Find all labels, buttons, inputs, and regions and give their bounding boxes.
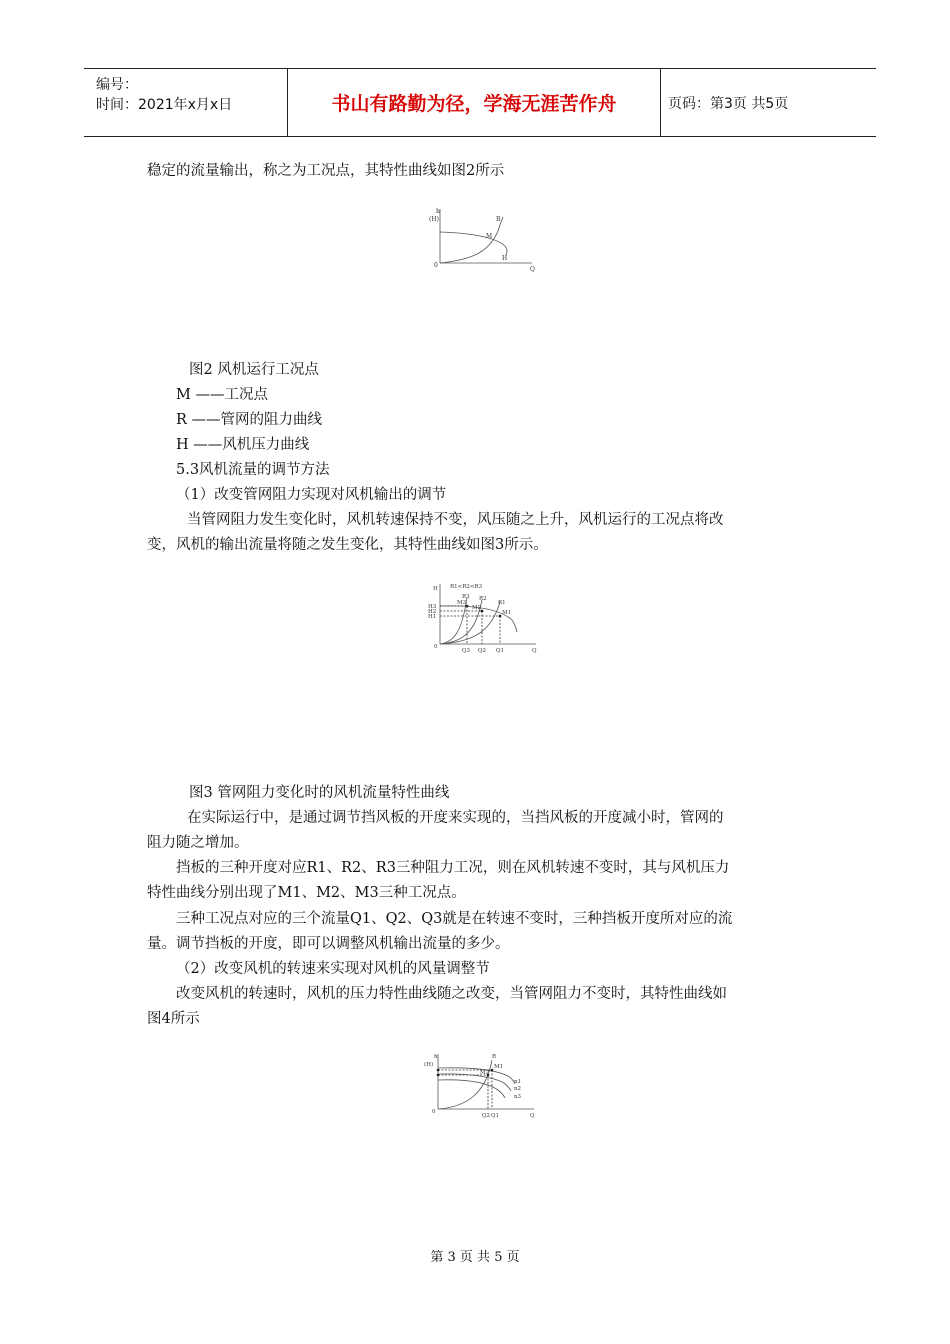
paragraph-5-line-2: 量。调节挡板的开度，即可以调整风机输出流量的多少。 xyxy=(147,936,510,952)
fig4-r-curve xyxy=(438,1060,492,1109)
fig2-m-label: M xyxy=(486,233,493,240)
fig4-x-label: Q xyxy=(530,1113,535,1119)
fig3-h1-tick: H1 xyxy=(428,614,437,620)
fig4-n2-curve xyxy=(438,1074,511,1091)
page-footer: 第 3 页 共 5 页 xyxy=(430,1250,520,1265)
fig3-x-label: Q xyxy=(532,648,537,653)
fig2-h-curve xyxy=(440,232,507,255)
paragraph-4-line-2: 特性曲线分别出现了M1、M2、M3三种工况点。 xyxy=(147,885,466,901)
paragraph-3-line-2: 阻力随之增加。 xyxy=(147,835,249,851)
paragraph-3-line-1: 在实际运行中，是通过调节挡风板的开度来实现的，当挡风板的开度减小时，管网的 xyxy=(187,810,724,826)
header-motto: 书山有路勤为径，学海无涯苦作舟 xyxy=(331,93,617,115)
fig3-r1-curve xyxy=(440,602,500,644)
fig3-h2-tick: H2 xyxy=(428,609,437,615)
fig4-r-label: R xyxy=(492,1054,497,1060)
fig2-x-label: Q xyxy=(530,266,535,273)
fig3-h3-tick: H3 xyxy=(428,604,437,610)
fig3-r2-label: R2 xyxy=(479,596,487,602)
fig4-n2-label: n2 xyxy=(514,1086,522,1092)
fig3-r3-label: R3 xyxy=(462,594,470,600)
header-date: 时间：2021年x月x日 xyxy=(96,97,233,113)
figure-4-chart xyxy=(418,1050,543,1122)
fig2-r-curve xyxy=(440,217,503,263)
fig3-title: R1<R2<R3 xyxy=(450,584,483,590)
fig4-h2-point xyxy=(437,1074,440,1077)
paragraph-5-line-1: 三种工况点对应的三个流量Q1、Q2、Q3就是在转速不变时，三种挡板开度所对应的流 xyxy=(176,911,733,927)
fig4-m1-point xyxy=(491,1069,494,1072)
legend-h: H ——风机压力曲线 xyxy=(176,437,310,453)
item-2-title: （2）改变风机的转速来实现对风机的风量调整节 xyxy=(176,961,490,977)
fig4-n3-label: n3 xyxy=(514,1094,522,1100)
fig4-h1-point xyxy=(437,1069,440,1072)
figure-2-caption: 图2 风机运行工况点 xyxy=(189,362,319,378)
legend-r: R ——管网的阻力曲线 xyxy=(176,412,323,428)
fig4-y-label: h xyxy=(434,1054,438,1060)
item-1-title: （1）改变管网阻力实现对风机输出的调节 xyxy=(176,487,447,503)
fig4-origin: 0 xyxy=(432,1109,436,1115)
header-meta xyxy=(96,75,232,115)
fig4-y-unit: (H) xyxy=(424,1062,434,1068)
page-header xyxy=(84,68,876,137)
fig2-y-label: h xyxy=(436,208,440,215)
fig4-n3-curve xyxy=(438,1080,505,1098)
paragraph-2-line-2: 变，风机的输出流量将随之发生变化，其特性曲线如图3所示。 xyxy=(147,537,548,553)
fig4-m1-label: M1 xyxy=(494,1064,504,1070)
fig2-origin: 0 xyxy=(434,262,438,269)
paragraph-2-line-1: 当管网阻力发生变化时，风机转速保持不变，风压随之上升，风机运行的工况点将改 xyxy=(187,512,724,528)
header-number: 编号： xyxy=(96,77,138,93)
section-5-3-title: 5.3风机流量的调节方法 xyxy=(176,462,330,478)
fig4-q2-tick: Q2 xyxy=(482,1113,491,1119)
figure-3-caption: 图3 管网阻力变化时的风机流量特性曲线 xyxy=(189,785,450,801)
fig4-m2-label: M2 xyxy=(480,1070,490,1076)
header-page-label: 页码：第3页 共5页 xyxy=(668,96,789,112)
fig4-n1-label: n1 xyxy=(514,1079,522,1085)
fig3-r1-label: R1 xyxy=(498,600,506,606)
legend-m: M ——工况点 xyxy=(176,387,268,403)
fig2-y-unit: (H) xyxy=(429,216,439,223)
fig3-origin: 0 xyxy=(434,644,438,650)
paragraph-6-line-2: 图4所示 xyxy=(147,1011,200,1027)
fig2-r-label: R xyxy=(496,216,501,223)
fig3-m1-point xyxy=(499,615,502,618)
header-divider-right xyxy=(660,69,661,136)
fig3-m3-label: M3 xyxy=(457,600,467,606)
paragraph-4-line-1: 挡板的三种开度对应R1、R2、R3三种阻力工况，则在风机转速不变时，其与风机压力 xyxy=(176,860,730,876)
fig3-m2-label: M2 xyxy=(472,605,482,611)
paragraph-6-line-1: 改变风机的转速时，风机的压力特性曲线随之改变，当管网阻力不变时，其特性曲线如 xyxy=(176,986,727,1002)
figure-3-chart xyxy=(420,578,545,653)
fig2-h-label: H xyxy=(502,255,508,262)
fig3-m1-label: M1 xyxy=(502,610,512,616)
fig3-y-label: H xyxy=(433,586,438,592)
fig3-q2-tick: Q2 xyxy=(478,648,487,653)
fig3-q3-tick: Q3 xyxy=(462,648,471,653)
fig4-q1-tick: Q1 xyxy=(491,1113,500,1119)
figure-2-chart xyxy=(420,205,545,280)
fig3-q1-tick: Q1 xyxy=(496,648,505,653)
paragraph-1: 稳定的流量输出，称之为工况点，其特性曲线如图2所示 xyxy=(147,163,505,179)
